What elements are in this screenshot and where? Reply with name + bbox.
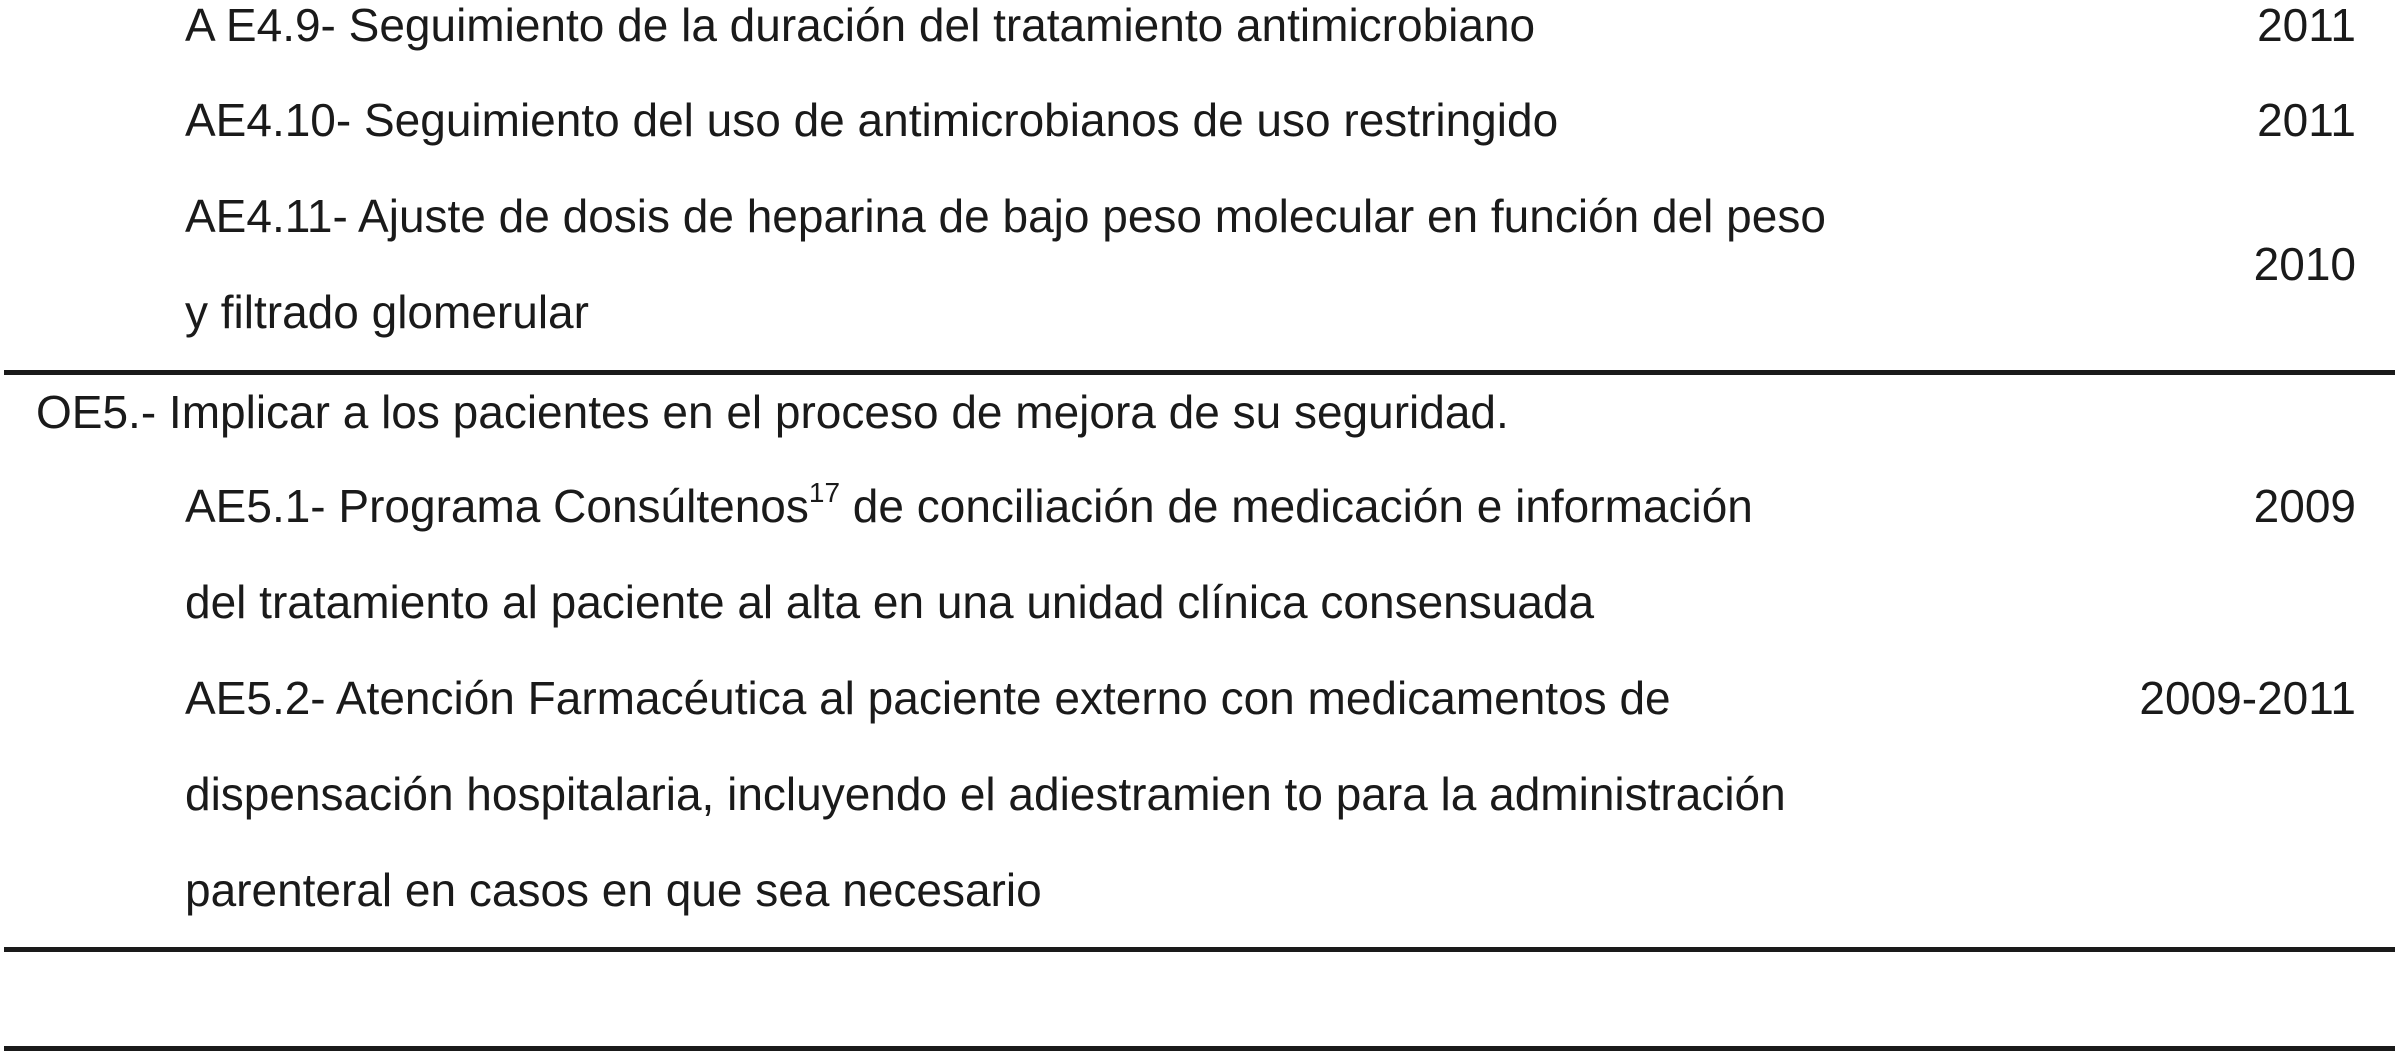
- page-bottom-rule: [4, 1046, 2395, 1051]
- action-ae4-10-text: AE4.10- Seguimiento del uso de antimicrobianos de uso restringido: [185, 94, 1559, 146]
- action-ae5-1-text-start: AE5.1- Programa Consúltenos: [185, 480, 809, 532]
- action-ae5-2-year: 2009-2011: [2139, 672, 2356, 724]
- footnote-reference: 17: [808, 476, 841, 508]
- action-ae5-1-text-line1: [185, 478, 1753, 534]
- action-ae5-1-text-line2: del tratamiento al paciente al alta en una unidad clínica consensuada: [185, 576, 1595, 628]
- objective-oe5: OE5.- Implicar a los pacientes en el proceso de mejora de su seguridad.: [36, 386, 1509, 438]
- action-ae4-9-text: A E4.9- Seguimiento de la duración del tratamiento antimicrobiano: [185, 0, 1536, 51]
- action-ae5-2-text-line1: AE5.2- Atención Farmacéutica al paciente externo con medicamentos de: [185, 672, 1671, 724]
- action-ae5-1-year: 2009: [2253, 480, 2356, 532]
- action-ae4-11-text-line2: y filtrado glomerular: [185, 286, 589, 338]
- action-ae4-11-text-line1: AE4.11- Ajuste de dosis de heparina de bajo peso molecular en función del peso: [185, 190, 1826, 242]
- action-ae4-10-year: 2011: [2257, 94, 2356, 146]
- action-ae5-1-text-end: de conciliación de medicación e información: [840, 480, 1753, 532]
- action-ae5-2-text-line2: dispensación hospitalaria, incluyendo el adiestramien to para la administración: [185, 768, 1786, 820]
- section-divider: [4, 370, 2395, 375]
- action-ae4-11-year: 2010: [2253, 238, 2356, 290]
- table-bottom-rule: [4, 947, 2395, 952]
- action-ae4-9-year: 2011: [2257, 0, 2356, 51]
- action-ae5-2-text-line3: parenteral en casos en que sea necesario: [185, 864, 1042, 916]
